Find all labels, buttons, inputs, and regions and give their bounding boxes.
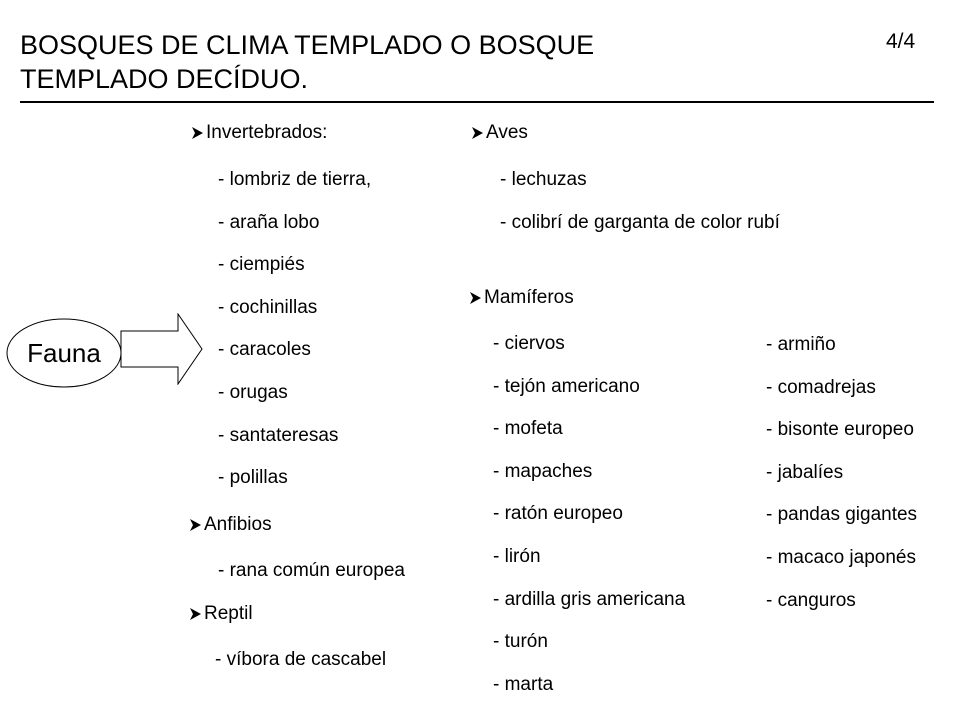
list-item: - jabalíes bbox=[766, 461, 844, 483]
page-title bbox=[20, 28, 780, 96]
title-line-2: TEMPLADO DECÍDUO. bbox=[20, 64, 309, 94]
reptil-section bbox=[190, 601, 386, 682]
fauna-label: Fauna bbox=[27, 337, 101, 368]
list-item: - armiño bbox=[766, 334, 836, 355]
reptil-list bbox=[190, 639, 386, 682]
aves-section bbox=[472, 120, 780, 244]
anfibios-heading bbox=[190, 512, 405, 538]
aves-heading bbox=[472, 120, 780, 146]
arrow-bullet-icon bbox=[472, 127, 483, 139]
aves-list bbox=[472, 159, 780, 244]
list-item: - víbora de cascabel bbox=[215, 649, 387, 670]
aves-heading-text: Aves bbox=[486, 122, 528, 143]
list-item: - ciempiés bbox=[218, 254, 305, 276]
list-item: - tejón americano bbox=[493, 375, 640, 397]
list-item: - mapaches bbox=[493, 460, 593, 482]
list-item: - cochinillas bbox=[218, 296, 318, 318]
list-item: - rana común europea bbox=[218, 560, 405, 581]
arrow-bullet-icon bbox=[470, 292, 481, 304]
invertebrados-section bbox=[192, 120, 371, 500]
page-number: 4/4 bbox=[886, 30, 916, 53]
list-item: - santateresas bbox=[218, 424, 339, 446]
title-line-1: BOSQUES DE CLIMA TEMPLADO O BOSQUE bbox=[20, 30, 595, 60]
list-item: - comadrejas bbox=[766, 376, 876, 398]
list-item: - ratón europeo bbox=[493, 503, 623, 525]
arrow-bullet-icon bbox=[190, 608, 201, 620]
list-item: - ciervos bbox=[493, 333, 565, 354]
list-item: - canguros bbox=[766, 589, 856, 611]
list-item: - polillas bbox=[218, 467, 288, 489]
mamiferos-heading bbox=[470, 285, 685, 311]
list-item: - caracoles bbox=[218, 339, 311, 361]
arrow-bullet-icon bbox=[190, 519, 201, 531]
list-item: - orugas bbox=[218, 381, 288, 403]
anfibios-list bbox=[190, 550, 405, 593]
invertebrados-heading-text: Invertebrados: bbox=[206, 122, 328, 143]
title-divider bbox=[20, 101, 934, 103]
list-item: - ardilla gris americana bbox=[493, 588, 686, 610]
reptil-heading bbox=[190, 601, 386, 627]
list-item: - mofeta bbox=[493, 418, 563, 440]
anfibios-heading-text: Anfibios bbox=[204, 514, 272, 535]
anfibios-section bbox=[190, 512, 405, 593]
arrow-bullet-icon bbox=[192, 127, 203, 139]
list-item: - pandas gigantes bbox=[766, 504, 918, 526]
mamiferos-section bbox=[470, 285, 685, 706]
reptil-heading-text: Reptil bbox=[204, 603, 253, 624]
invertebrados-heading bbox=[192, 120, 371, 146]
list-item: - marta bbox=[493, 673, 554, 695]
list-item: - turón bbox=[493, 631, 548, 653]
list-item: - macaco japonés bbox=[766, 546, 916, 568]
list-item: - lechuzas bbox=[500, 169, 587, 190]
list-item: - colibrí de garganta de color rubí bbox=[500, 211, 780, 233]
invertebrados-list bbox=[192, 159, 371, 500]
mamiferos-list-col2 bbox=[766, 324, 917, 622]
list-item: - lombriz de tierra, bbox=[218, 169, 372, 190]
mamiferos-heading-text: Mamíferos bbox=[484, 287, 574, 308]
list-item: - lirón bbox=[493, 545, 541, 567]
mamiferos-list-col1 bbox=[470, 323, 685, 706]
list-item: - araña lobo bbox=[218, 211, 320, 233]
list-item: - bisonte europeo bbox=[766, 419, 914, 441]
